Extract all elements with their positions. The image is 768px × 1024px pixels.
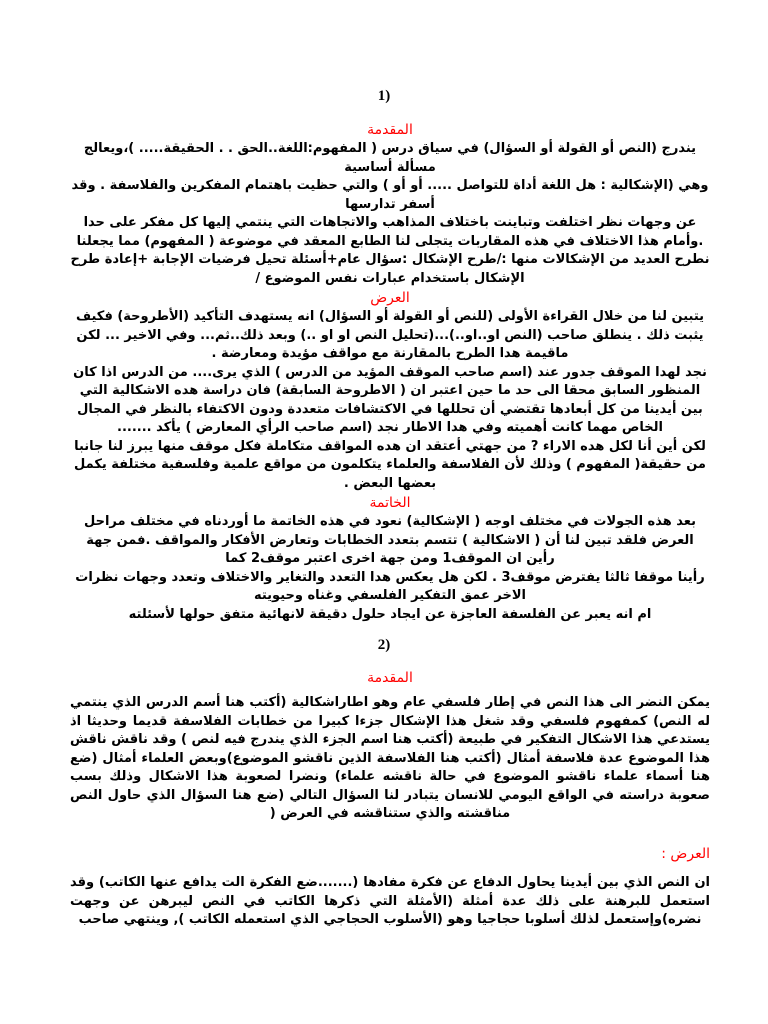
section-number-1: 1) (377, 88, 391, 104)
heading-body-label: العرض : (661, 846, 710, 862)
section-2-body (70, 844, 710, 930)
heading-introduction: المقدمة (367, 122, 413, 138)
heading-conclusion: الخاتمة (369, 495, 411, 511)
section-number-2: 2) (377, 637, 391, 653)
section-1 (70, 120, 710, 624)
conclusion-paragraph: بعد هذه الجولات في مختلف اوجه ( الإشكالية) نعود في هذه الخاتمة ما أوردناه في مختلف مراحل العرض فلقد تبين لنا أن ( الاشكالية ) تتسم بتعدد الخطابات وتعارض الأفكار والمواقف .فمن جهة رأين ان الموقف1 ومن جهة اخرى اعتبر موقف2 كما (84, 514, 696, 566)
heading-body (70, 844, 710, 864)
heading-body: العرض (370, 290, 410, 306)
body-paragraph: ان النص الذي بين أيدينا يحاول الدفاع عن فكرة مفادها (.......ضع الفكرة الت يدافع عنها الكاتب) وقد استعمل للبرهنة على ذلك عدة أمثلة (الأمثلة التي ذكرها الكاتب في النص ليبرهن عن وجهت نضره)وإستعمل لذلك أسلوبا حجاجيا وهو (الأسلوب الحجاجي الذي استعمله الكاتب ), وينتهي صاحب (70, 875, 710, 927)
intro-paragraph: عن وجهات نظر اختلفت وتباينت باختلاف المذاهب والاتجاهات التي ينتمي إليها كل مفكر على حدا .وأمام هذا الاختلاف في هذه المقاربات يتجلى لنا الطابع المعقد في موضوعة ( المفهوم) مما يجعلنا نطرح العديد من الإشكالات منها :/طرح الإشكال :سؤال عام+أسئلة تحيل فرضيات الإجابة +إعادة طرح الإشكال باستخدام عبارات نفس الموضوع / (70, 215, 710, 286)
body-paragraph: نجد لهدا الموقف جدور عند (اسم صاحب الموقف المؤيد من الدرس ) الذي يرى.... من الدرس اذا كان المنظور السابق محقا الى حد ما حين اعتبر ان ( الاطروحة السابقة) فان دراسة هده الاشكالية التي بين أيدينا من كل أبعادها تقتضي أن تحللها في الاكتشافات متعددة ودون الاكتفاء بالنظر في المجال الخاص مهما كانت أهميته وفي هدا الاطار نجد (اسم صاحب الرأي المعارض ) يأكد ....... (73, 364, 707, 435)
intro-paragraph: يندرج (النص أو القولة أو السؤال) في سياق درس ( المفهوم:اللغة..الحق . . الحقيقة..... )،ويعالج مسألة أساسية (83, 141, 697, 175)
conclusion-paragraph: رأينا موقفا ثالثا يفترض موقف3 . لكن هل يعكس هدا التعدد والتغاير والاختلاف وتعدد وجهات نظرات الاخر عمق التفكير الفلسفي وغناه وحيويته (75, 569, 705, 603)
body-paragraph: لكن أين أنا لكل هده الاراء ? من جهتي أعتقد ان هده المواقف متكاملة فكل موقف منها يبرز لنا جانبا من حقيقة( المفهوم ) وذلك لأن الفلاسفة والعلماء يتكلمون من مواقع علمية وفلسفية مختلفة يكمل بعضها البعض . (74, 438, 706, 491)
body-paragraph: يتبين لنا من خلال القراءة الأولى (للنص أو القولة أو السؤال) انه يستهدف التأكيد (الأطروحة) فكيف يثبت ذلك . ينطلق صاحب (النص او..او..)...(تحليل النص او او ..) وبعد ذلك..ثم... وفي الاخير ... لكن ماقيمة هدا الطرح بالمقارنة مع مواقف مؤيدة ومعارضة . (75, 309, 705, 361)
conclusion-paragraph: ام انه يعبر عن الفلسفة العاجزة عن ايجاد حلول دقيقة لانهائية متفق حولها لأسئلته (128, 606, 652, 622)
intro-paragraph: وهي (الإشكالية : هل اللغة أداة للتواصل ..... أو أو ) والتي حظيت باهتمام المفكرين والفلاسفة . وقد أسفر تدارسها (71, 178, 709, 212)
heading-introduction: المقدمة (367, 670, 413, 686)
intro-paragraph: يمكن النضر الى هذا النص في إطار فلسفي عام وهو اطاراشكالية (أكتب هنا أسم الدرس الذي ينتمي له النص) كمفهوم فلسفي وقد شغل هذا الإشكال جزءا كبيرا من خطابات الفلاسفة قديما وحديثا اذ يستدعي هذا الاشكال التفكير في طبيعة (أكتب هنا اسم الجزء الذي يندرج فيه لنص ) وقد ناقش ناقش هذا الموضوع عدة فلاسفة أمثال (أكتب هنا الفلاسفة الذين ناقشو الموضوع)وبعض العلماء أمثال (ضع هنا أسماء علماء ناقشو الموضوع في حالة ناقشه علماء) ونضرا لصعوبة هذا الاشكال وذلك بسب صعوبة دراسته في الواقع اليومي للانسان يتبادر لنا السؤال التالي (ضع هنا السؤال الذي حاول النص مناقشته والذي ستناقشه في العرض ( (70, 695, 710, 821)
section-2 (70, 668, 710, 824)
